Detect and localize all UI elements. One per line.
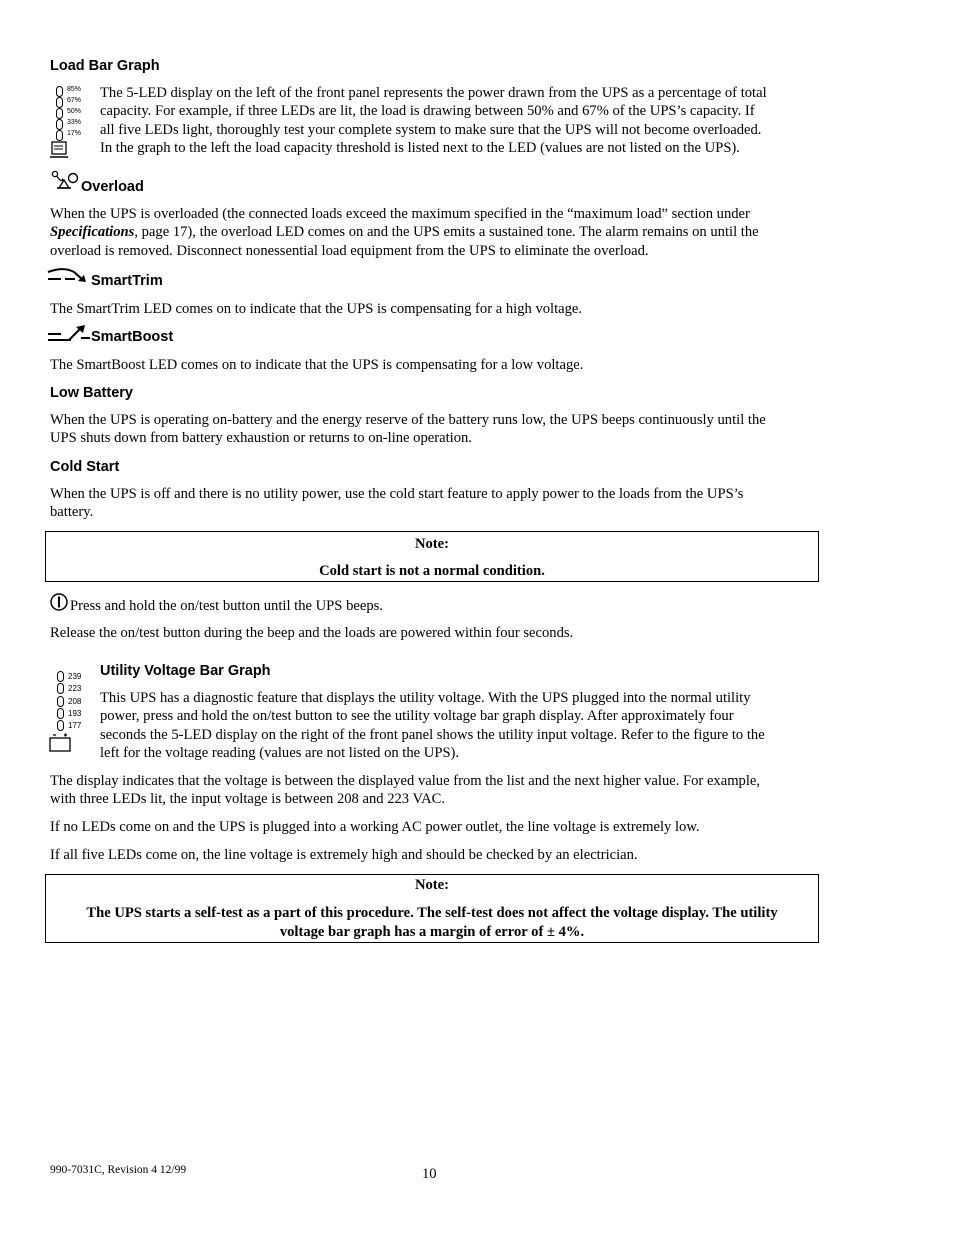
cold-start-step-2: Release the on/test button during the beep and the loads are powered within four seconds.: [50, 625, 574, 641]
text-line: [50, 223, 759, 241]
voltage-led-row: [57, 720, 97, 732]
led-label: 223: [68, 684, 82, 693]
smarttrim-icon: [47, 266, 91, 286]
led-icon: [56, 86, 63, 97]
voltage-led-row: [57, 696, 97, 708]
low-battery-text: [50, 411, 766, 448]
utility-voltage-heading: Utility Voltage Bar Graph: [100, 663, 271, 679]
text-line: When the UPS is overloaded (the connected loads exceed the maximum specified in the “maximum load” section under: [50, 206, 750, 222]
note-text-line-1: The UPS starts a self-test as a part of this procedure. The self-test does not affect the voltage display. The utility: [86, 905, 778, 921]
smarttrim-text: The SmartTrim LED comes on to indicate that the UPS is compensating for a high voltage.: [50, 301, 583, 317]
led-label: 193: [68, 709, 82, 718]
led-icon: [57, 671, 64, 682]
led-icon: [57, 683, 64, 694]
text-line: This UPS has a diagnostic feature that displays the utility voltage. With the UPS plugged into the normal utility: [100, 690, 751, 706]
led-label: 33%: [67, 119, 82, 126]
smartboost-heading: SmartBoost: [91, 329, 174, 345]
led-label: 67%: [67, 97, 82, 104]
led-icon: [57, 708, 64, 719]
text-line: seconds the 5-LED display on the right of the front panel shows the utility input voltage. Refer to the figure to the: [100, 726, 765, 743]
load-bar-graph-text: [100, 84, 767, 158]
note-title: Note:: [414, 536, 450, 552]
led-label: 177: [68, 721, 82, 730]
led-label: 239: [68, 672, 82, 681]
voltage-led-graph: [57, 671, 97, 756]
text-line: When the UPS is off and there is no utility power, use the cold start feature to apply power to the loads from the UPS’s: [50, 486, 744, 502]
utility-voltage-para-2: [50, 772, 760, 809]
smartboost-text: The SmartBoost LED comes on to indicate that the UPS is compensating for a low voltage.: [50, 357, 584, 373]
utility-voltage-note-box: [45, 874, 819, 943]
utility-voltage-text: [100, 689, 765, 763]
utility-voltage-para-3: If no LEDs come on and the UPS is plugged into a working AC power outlet, the line voltage is extremely low.: [50, 819, 700, 835]
led-icon: [57, 720, 64, 731]
text-span: , page 17), the overload LED comes on and the UPS emits a sustained tone. The alarm remains on until the: [134, 224, 759, 241]
utility-voltage-para-4: If all five LEDs come on, the line voltage is extremely high and should be checked by an electrician.: [50, 847, 638, 863]
led-label: 85%: [67, 86, 82, 93]
text-line: left for the voltage reading (values are not listed on the UPS).: [100, 745, 460, 762]
low-battery-heading: Low Battery: [50, 385, 133, 401]
smartboost-icon: [47, 324, 91, 344]
battery-icon: [49, 733, 73, 753]
text-line: UPS shuts down from battery exhaustion or returns to on-line operation.: [50, 430, 472, 447]
overload-icon: [50, 170, 80, 192]
smarttrim-heading: SmartTrim: [91, 273, 163, 289]
text-line: power, press and hold the on/test button to see the utility voltage bar graph display. After approximately four: [100, 708, 734, 725]
note-title: Note:: [414, 877, 450, 893]
load-led-graph: [56, 86, 96, 162]
text-line: The 5-LED display on the left of the front panel represents the power drawn from the UPS as a percentage of total: [100, 85, 767, 101]
led-icon: [56, 119, 63, 130]
footer-doc-id: 990-7031C, Revision 4 12/99: [50, 1164, 187, 1176]
text-line: In the graph to the left the load capacity threshold is listed next to the LED (values are not listed on the UPS).: [100, 140, 740, 157]
load-meter-icon: [50, 140, 72, 160]
text-line: battery.: [50, 504, 94, 521]
overload-text: [50, 205, 759, 260]
text-line: The display indicates that the voltage is between the displayed value from the list and the next higher value. For example,: [50, 773, 761, 789]
cold-start-step-1: Press and hold the on/test button until the UPS beeps.: [70, 598, 383, 614]
led-label: 17%: [67, 130, 82, 137]
text-line: overload is removed. Disconnect nonessential load equipment from the UPS to eliminate the overload.: [50, 242, 649, 259]
load-bar-graph-heading: Load Bar Graph: [50, 58, 160, 74]
cold-start-note-box: [45, 531, 819, 582]
voltage-led-row: [57, 671, 97, 683]
page-number: 10: [422, 1166, 437, 1182]
led-label: 50%: [67, 108, 82, 115]
specifications-ref: Specifications: [50, 224, 135, 241]
cold-start-text: [50, 485, 743, 522]
power-button-icon: [50, 593, 70, 613]
text-line: capacity. For example, if three LEDs are lit, the load is drawing between 50% and 67% of the UPS’s capacity. If: [100, 103, 755, 120]
text-line: all five LEDs light, thoroughly test your complete system to make sure that the UPS will not become overloaded.: [100, 121, 762, 138]
led-icon: [56, 108, 63, 119]
text-line: with three LEDs lit, the input voltage is between 208 and 223 VAC.: [50, 791, 446, 808]
cold-start-heading: Cold Start: [50, 459, 120, 475]
text-line: When the UPS is operating on-battery and the energy reserve of the battery runs low, the UPS beeps continuously until the: [50, 412, 766, 428]
led-label: 208: [68, 697, 82, 706]
overload-heading: Overload: [81, 179, 144, 195]
led-icon: [57, 696, 64, 707]
voltage-led-row: [57, 683, 97, 695]
note-text: Cold start is not a normal condition.: [319, 563, 545, 579]
voltage-led-row: [57, 708, 97, 720]
led-icon: [56, 97, 63, 108]
note-text-line-2: voltage bar graph has a margin of error of ± 4%.: [279, 924, 585, 940]
